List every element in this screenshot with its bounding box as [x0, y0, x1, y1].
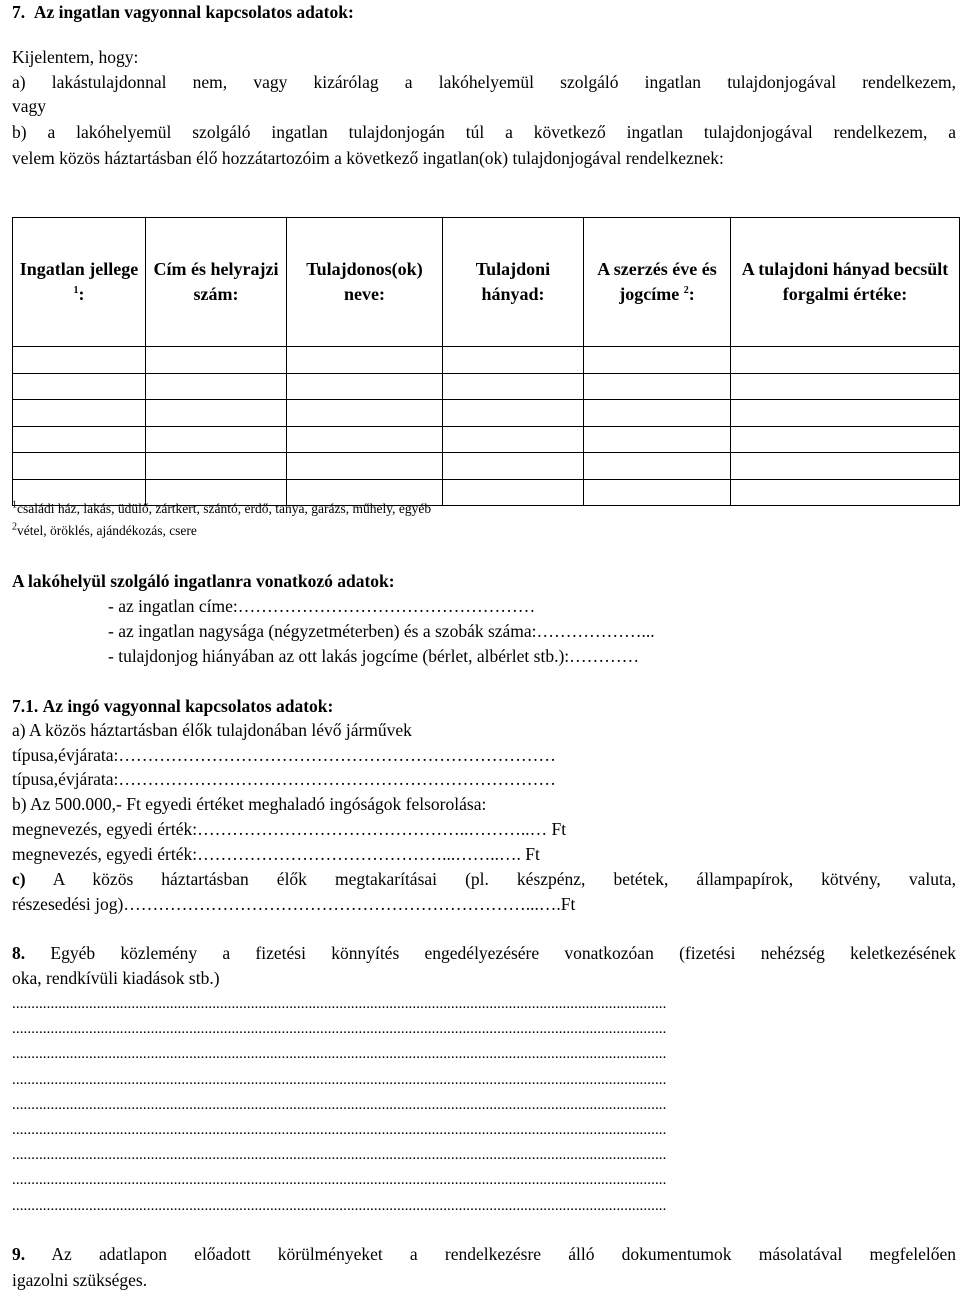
table-row	[13, 373, 960, 400]
residence-address: - az ingatlan címe:……………………………………………	[108, 596, 536, 616]
section8-number: 8.	[12, 943, 26, 963]
table-cell[interactable]	[731, 400, 960, 427]
dotted-fill-line[interactable]: ..........................................................................................................................................................................	[12, 1096, 667, 1113]
table-cell[interactable]	[443, 373, 584, 400]
valuable-item-2: megnevezés, egyedi érték:……………………………………...……..…. Ft	[12, 844, 540, 864]
option-b-text-2: velem közös háztartásban élő hozzátartozóim a következő ingatlan(ok) tulajdonjogával rendelkeznek:	[12, 148, 724, 168]
section71-heading	[12, 694, 333, 718]
dotted-fill-line[interactable]: ..........................................................................................................................................................................	[12, 1197, 667, 1214]
property-table-header-cell	[584, 218, 731, 347]
table-row	[13, 400, 960, 427]
savings-label: c)	[12, 869, 26, 889]
table-row	[13, 347, 960, 374]
footnote-1-text: családi ház, lakás, üdülő, zártkert, szántó, erdő, tanya, garázs, műhely, egyéb	[17, 501, 432, 516]
section71-number: 7.1.	[12, 696, 39, 716]
dotted-fill-line[interactable]: ..........................................................................................................................................................................	[12, 1172, 667, 1189]
property-table-header-cell	[13, 218, 146, 347]
table-cell[interactable]	[584, 373, 731, 400]
table-cell[interactable]	[731, 479, 960, 506]
table-row	[13, 453, 960, 480]
section8-line-2: oka, rendkívüli kiadások stb.)	[12, 968, 220, 988]
table-cell[interactable]	[584, 453, 731, 480]
table-cell[interactable]	[584, 479, 731, 506]
table-cell[interactable]	[287, 400, 443, 427]
header-label: Ingatlan jellege	[19, 259, 139, 279]
header-label: Tulajdonos(ok) neve:	[306, 259, 423, 304]
table-cell[interactable]	[13, 347, 146, 374]
table-cell[interactable]	[13, 426, 146, 453]
table-cell[interactable]	[731, 347, 960, 374]
table-cell[interactable]	[731, 373, 960, 400]
header-suffix: :	[78, 284, 85, 304]
header-label: Tulajdoni hányad:	[475, 259, 551, 304]
table-cell[interactable]	[13, 400, 146, 427]
table-cell[interactable]	[146, 373, 287, 400]
valuables-label: b) Az 500.000,- Ft egyedi értéket meghaladó ingóságok felsorolása:	[12, 794, 487, 814]
table-cell[interactable]	[584, 426, 731, 453]
table-cell[interactable]	[287, 453, 443, 480]
valuable-item-1: megnevezés, egyedi érték:………………………………………..………..… Ft	[12, 819, 567, 839]
table-cell[interactable]	[13, 453, 146, 480]
savings-text-2: részesedési jog)……………………………………………………………...….Ft	[12, 894, 576, 914]
property-table-header	[13, 218, 960, 347]
option-a-text: a) lakástulajdonnal nem, vagy kizárólag a lakóhelyemül szolgáló ingatlan tulajdonjogával rendelkezem,	[12, 72, 956, 92]
section8-line-1	[12, 941, 956, 965]
property-table-header-cell	[287, 218, 443, 347]
table-cell[interactable]	[146, 453, 287, 480]
dotted-fill-line[interactable]: ..........................................................................................................................................................................	[12, 1147, 667, 1164]
table-cell[interactable]	[731, 426, 960, 453]
dotted-fill-line[interactable]: ..........................................................................................................................................................................	[12, 996, 667, 1012]
table-cell[interactable]	[13, 373, 146, 400]
option-b-text-1: b) a lakóhelyemül szolgáló ingatlan tulajdonjogán túl a következő ingatlan tulajdonjogával rendelkezem, a	[12, 122, 956, 142]
footnote-2-marker: 2	[12, 521, 17, 533]
table-cell[interactable]	[287, 347, 443, 374]
vehicles-label: a) A közös háztartásban élők tulajdonában lévő járművek	[12, 720, 412, 740]
table-cell[interactable]	[287, 373, 443, 400]
table-cell[interactable]	[146, 400, 287, 427]
footnote-1-marker: 1	[12, 499, 17, 511]
header-footnote-marker: 1	[73, 285, 79, 296]
section9-line-1	[12, 1242, 956, 1266]
footnote-1	[12, 499, 431, 519]
vehicle-type-2: típusa,évjárata:…………………………………………………………………	[12, 769, 556, 789]
table-row	[13, 426, 960, 453]
table-cell[interactable]	[443, 426, 584, 453]
savings-line-1: A közös háztartásban élők megtakarításai (pl. készpénz, betétek, állampapírok, kötvény, valuta,	[52, 869, 956, 889]
header-suffix: :	[688, 284, 695, 304]
section7-number: 7.	[12, 2, 26, 22]
property-table	[12, 217, 960, 506]
dotted-fill-line[interactable]: ..........................................................................................................................................................................	[12, 1046, 667, 1063]
property-table-header-cell	[443, 218, 584, 347]
dotted-fill-line[interactable]: ..........................................................................................................................................................................	[12, 1122, 667, 1138]
table-cell[interactable]	[443, 347, 584, 374]
property-table-body	[13, 347, 960, 506]
section9-line-2: igazolni szükséges.	[12, 1270, 148, 1290]
section7-heading	[12, 0, 354, 24]
table-cell[interactable]	[443, 479, 584, 506]
residence-size: - az ingatlan nagysága (négyzetméterben) és a szobák száma:………………...	[108, 621, 655, 641]
or-text: vagy	[12, 96, 47, 116]
dotted-fill-line[interactable]: ..........................................................................................................................................................................	[12, 1071, 667, 1088]
table-cell[interactable]	[443, 453, 584, 480]
property-table-header-cell	[146, 218, 287, 347]
section71-title: Az ingó vagyonnal kapcsolatos adatok:	[42, 696, 334, 716]
table-cell[interactable]	[584, 400, 731, 427]
vehicle-type-1: típusa,évjárata:…………………………………………………………………	[12, 745, 556, 765]
table-cell[interactable]	[584, 347, 731, 374]
footnote-2-text: vétel, öröklés, ajándékozás, csere	[17, 523, 197, 538]
residence-title: - tulajdonjog hiányában az ott lakás jogcíme (bérlet, albérlet stb.):…………	[108, 646, 640, 666]
residence-heading: A lakóhelyül szolgáló ingatlanra vonatkozó adatok:	[12, 571, 395, 591]
section7-title: Az ingatlan vagyonnal kapcsolatos adatok:	[33, 2, 354, 22]
header-label: A tulajdoni hányad becsült forgalmi értéke:	[741, 259, 949, 304]
section9-text-1: Az adatlapon előadott körülményeket a rendelkezésre álló dokumentumok másolatával megfelelően	[51, 1244, 956, 1264]
section8-text-1: Egyéb közlemény a fizetési könnyítés engedélyezésére vonatkozóan (fizetési nehézség keletkezésének	[50, 943, 956, 963]
table-cell[interactable]	[287, 426, 443, 453]
dotted-fill-line[interactable]: ..........................................................................................................................................................................	[12, 1021, 667, 1038]
section9-number: 9.	[12, 1244, 26, 1264]
declaration-intro: Kijelentem, hogy:	[12, 47, 139, 67]
savings-text-1	[12, 867, 956, 891]
header-label: Cím és helyrajzi szám:	[153, 259, 279, 304]
header-label: A szerzés éve és jogcíme	[597, 259, 717, 304]
header-footnote-marker: 2	[683, 285, 689, 296]
table-cell[interactable]	[146, 426, 287, 453]
table-cell[interactable]	[146, 347, 287, 374]
table-cell[interactable]	[443, 400, 584, 427]
property-table-header-cell	[731, 218, 960, 347]
footnote-2	[12, 521, 197, 541]
table-cell[interactable]	[731, 453, 960, 480]
